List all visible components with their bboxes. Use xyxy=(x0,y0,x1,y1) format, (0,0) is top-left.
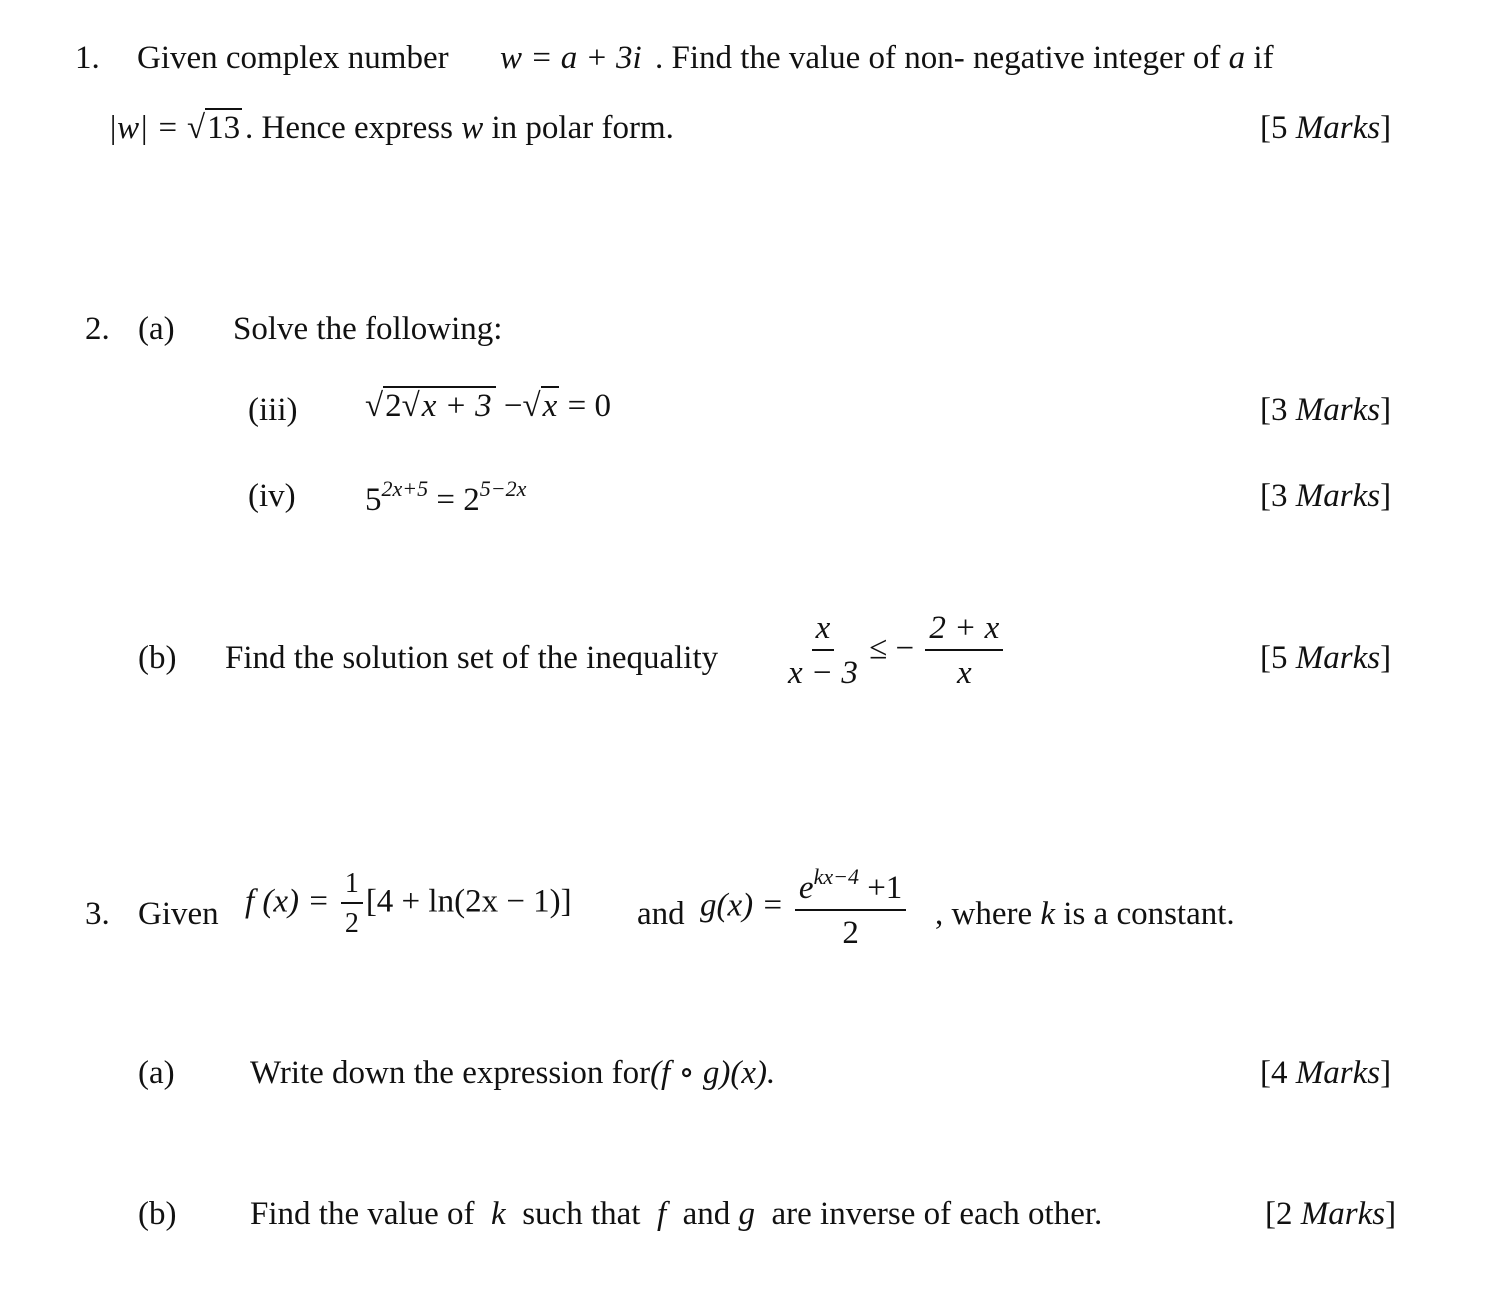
fraction-left xyxy=(788,612,858,690)
marks-close: ] xyxy=(1385,1196,1397,1232)
var-a: a xyxy=(1228,40,1246,76)
sqrt-x: x xyxy=(542,388,558,424)
marks-open: [2 xyxy=(1265,1196,1293,1232)
where-text: , where xyxy=(935,896,1033,932)
var-f: f xyxy=(656,1196,667,1232)
q2b-text: Find the solution set of the inequality xyxy=(225,640,719,676)
var-k: k xyxy=(491,1196,506,1232)
base1: 5 xyxy=(365,482,382,518)
numerator: 2 + x xyxy=(925,612,1003,651)
q1-line2-rest: in polar form. xyxy=(491,110,674,146)
q1-modulus xyxy=(108,112,242,145)
marks-word: Marks xyxy=(1295,478,1381,514)
sqrt-value: 13 xyxy=(207,110,241,146)
q3a-marks xyxy=(1260,1057,1391,1090)
q2-iv-label: (iv) xyxy=(248,478,296,514)
q2b-label: (b) xyxy=(138,640,177,676)
marks-word: Marks xyxy=(1300,1196,1386,1232)
numerator xyxy=(795,866,906,911)
q1-text-rest-b: if xyxy=(1253,40,1274,76)
q1-line2-text: . Hence express xyxy=(245,110,453,146)
marks-word: Marks xyxy=(1295,110,1381,146)
half-fraction xyxy=(341,870,363,938)
sqrt-icon: √ xyxy=(365,388,384,424)
sqrt-icon: √ xyxy=(186,110,206,146)
marks-open: [5 xyxy=(1260,110,1288,146)
exponent: kx−4 xyxy=(813,864,859,889)
constant-text: is a constant. xyxy=(1063,896,1235,932)
q2-iv-equation xyxy=(365,478,526,517)
q3-f-definition xyxy=(245,870,572,938)
g-lhs: g(x) = xyxy=(700,887,784,924)
f-bracket-expr: [4 + ln(2x − 1)] xyxy=(365,883,572,920)
marks-open: [4 xyxy=(1260,1055,1288,1091)
minus-sign: − xyxy=(503,388,523,424)
q3a-text xyxy=(250,1057,775,1090)
g-fraction xyxy=(795,866,906,950)
equals: = xyxy=(436,482,455,518)
marks-close: ] xyxy=(1380,640,1392,676)
q3b-text xyxy=(250,1198,1102,1231)
base2: 2 xyxy=(463,482,480,518)
q1-text-rest-a: . Find the value of non- negative integer of xyxy=(655,40,1221,76)
marks-close: ] xyxy=(1380,110,1392,146)
q2a-text: Solve the following: xyxy=(233,311,503,347)
denominator: x − 3 xyxy=(788,655,858,691)
less-equal-sign: ≤ − xyxy=(869,630,915,667)
q1-marks xyxy=(1260,112,1391,145)
q1-w-expression: w = a + 3i xyxy=(500,40,642,76)
marks-close: ] xyxy=(1380,478,1392,514)
q3b-label: (b) xyxy=(138,1196,177,1232)
q1-number: 1. xyxy=(75,40,100,76)
marks-word: Marks xyxy=(1295,392,1381,428)
coef-two: 2 xyxy=(385,388,402,424)
q1-line2 xyxy=(245,112,674,145)
inner-radicand: x + 3 xyxy=(421,388,492,424)
q2-number: 2. xyxy=(85,311,110,347)
q2-iii-equation xyxy=(365,390,611,423)
var-w: w xyxy=(461,110,484,146)
composition-expr: (f ∘ g)(x). xyxy=(650,1055,776,1091)
var-k: k xyxy=(1040,896,1056,932)
marks-word: Marks xyxy=(1295,1055,1381,1091)
marks-open: [5 xyxy=(1260,640,1288,676)
marks-close: ] xyxy=(1380,1055,1392,1091)
marks-open: [3 xyxy=(1260,392,1288,428)
exp2: 5−2x xyxy=(479,476,527,501)
q2-iii-marks xyxy=(1260,394,1391,427)
q3-where xyxy=(935,898,1235,931)
q1-text-rest xyxy=(655,42,1274,75)
marks-open: [3 xyxy=(1260,478,1288,514)
q3-and: and xyxy=(637,896,685,932)
denominator: 2 xyxy=(344,908,359,939)
q3b-text1: Find the value of xyxy=(250,1196,475,1232)
q2a-label: (a) xyxy=(138,311,175,347)
q3b-and: and xyxy=(682,1196,731,1232)
marks-word: Marks xyxy=(1295,640,1381,676)
sqrt-icon: √ xyxy=(522,388,541,424)
q3b-text2: such that xyxy=(522,1196,641,1232)
q3a-text-main: Write down the expression for xyxy=(250,1055,651,1091)
q1-text: Given complex number xyxy=(137,40,449,76)
e-base: e xyxy=(798,870,814,906)
f-lhs: f (x) = xyxy=(245,883,330,920)
q2b-marks xyxy=(1260,642,1391,675)
q2-iv-marks xyxy=(1260,480,1391,513)
q3-number: 3. xyxy=(85,896,110,932)
denominator: 2 xyxy=(842,915,859,951)
exp1: 2x+5 xyxy=(381,476,429,501)
var-g: g xyxy=(738,1196,756,1232)
fraction-right xyxy=(925,612,1003,690)
numerator: 1 xyxy=(341,870,363,904)
q3-g-definition xyxy=(700,866,909,950)
q2-iii-label: (iii) xyxy=(248,392,298,428)
plus-one: +1 xyxy=(867,870,903,906)
denominator: x xyxy=(957,655,972,691)
sqrt-icon: √ xyxy=(401,388,420,424)
outer-radicand xyxy=(383,386,496,424)
q3b-text3: are inverse of each other. xyxy=(771,1196,1103,1232)
rhs: = 0 xyxy=(567,388,611,424)
numerator: x xyxy=(812,612,835,651)
modulus-lhs: |w| = xyxy=(108,110,179,146)
q3-given: Given xyxy=(138,896,219,932)
q3b-marks xyxy=(1265,1198,1396,1231)
q2b-inequality xyxy=(785,612,1006,690)
marks-close: ] xyxy=(1380,392,1392,428)
q3a-label: (a) xyxy=(138,1055,175,1091)
